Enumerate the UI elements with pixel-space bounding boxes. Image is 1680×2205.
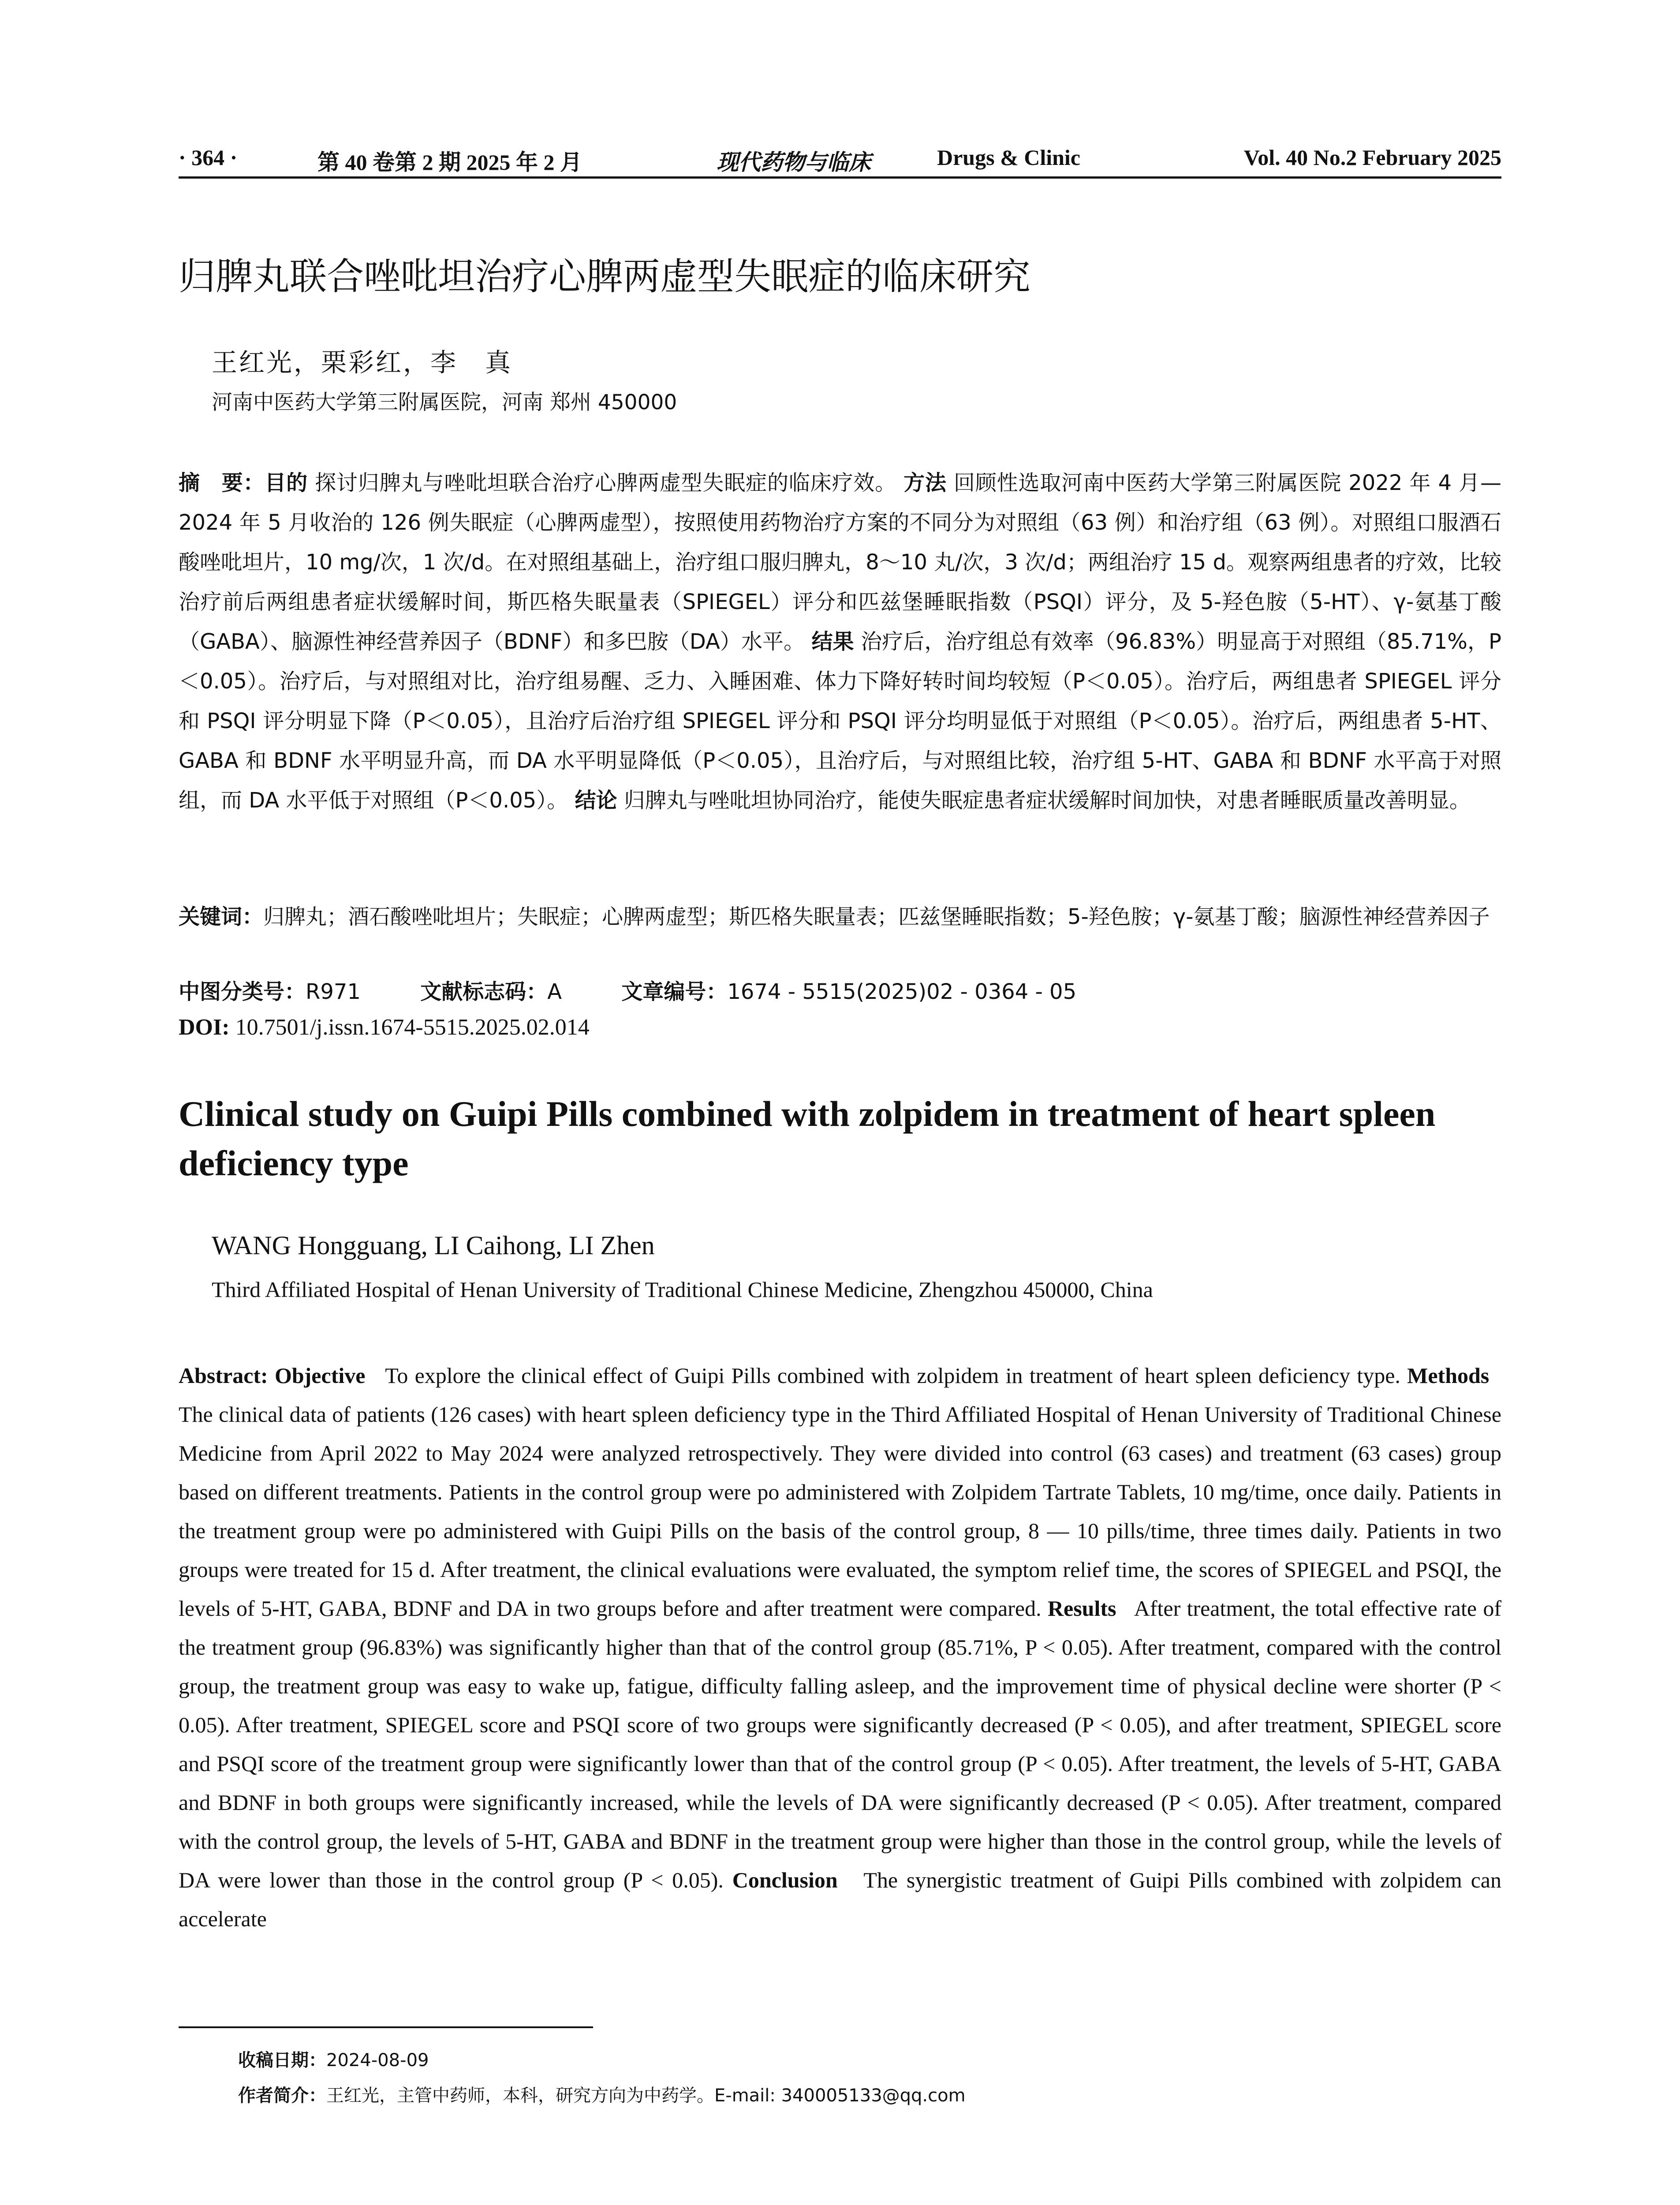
results-text: 治疗后，治疗组总有效率（96.83%）明显高于对照组（85.71%，P＜0.05）。治疗后，与对照组对比，治疗组易醒、乏力、入睡困难、体力下降好转时间均较短（P＜0.05）。治疗后，两组患者 SPIEGEL 评分和 PSQI 评分明显下降（P＜0.05），且治疗后治疗组 SPIEGEL 评分和 PSQI 评分均明显低于对照组（P＜0.05）。治疗后，两组患者 5-HT、GABA 和 BDNF 水平明显升高，而 DA 水平明显降低（P＜0.05），且治疗后，与对照组比较，治疗组 5-HT、GABA 和 BDNF 水平高于对照组，而 DA 水平低于对照组（P＜0.05）。 [179,629,1501,813]
methods-label: 方法 [903,471,947,495]
en-abstract-label: Abstract: Objective [179,1363,366,1388]
doi-label: DOI: [179,1015,230,1040]
en-objective-text: To explore the clinical effect of Guipi Pills combined with zolpidem in treatment of heart spleen deficiency type. [385,1363,1400,1388]
footnote-author [238,2082,966,2107]
english-authors: WANG Hongguang, LI Caihong, LI Zhen [212,1231,655,1260]
objective-text: 探讨归脾丸与唑吡坦联合治疗心脾两虚型失眠症的临床疗效。 [315,471,897,495]
article-no-value: 1674 - 5515(2025)02 - 0364 - 05 [727,979,1077,1004]
running-head [179,140,1501,180]
article-no-label: 文章编号： [621,979,728,1004]
english-abstract [179,1356,1501,1938]
en-results-label: Results [1047,1596,1116,1621]
english-affiliation: Third Affiliated Hospital of Henan University of Traditional Chinese Medicine, Zhengzhou 450000, China [212,1277,1153,1302]
chinese-affiliation: 河南中医药大学第三附属医院，河南 郑州 450000 [212,390,677,415]
keywords-text: 归脾丸；酒石酸唑吡坦片；失眠症；心脾两虚型；斯匹格失眠量表；匹兹堡睡眠指数；5-羟色胺；γ-氨基丁酸；脑源性神经营养因子 [263,904,1490,929]
doi-line [179,1014,590,1040]
footnote-rule [179,2026,593,2028]
clc-value: R971 [306,979,361,1004]
conclusion-label: 结论 [575,788,617,813]
received-date: 2024-08-09 [326,2050,429,2070]
objective-label: 目的 [265,471,308,495]
doc-code-label: 文献标志码： [420,979,548,1004]
chinese-title: 归脾丸联合唑吡坦治疗心脾两虚型失眠症的临床研究 [179,255,1031,298]
en-results-text: After treatment, the total effective rate of the treatment group (96.83%) was significantly higher than that of the control group (85.71%, P < 0.05). After treatment, compared with the control group, the treatment group was easy to wake up, fatigue, difficulty falling asleep, and the improvement time of physical decline were shorter (P < 0.05). After treatment, SPIEGEL score and PSQI score of two groups were significantly decreased (P < 0.05), and after treatment, SPIEGEL score and PSQI score of the treatment group were significantly lower than that of the control group (P < 0.05). After treatment, the levels of 5-HT, GABA and BDNF in both groups were significantly increased, while the levels of DA were significantly decreased (P < 0.05). After treatment, compared with the control group, the levels of 5-HT, GABA and BDNF in the treatment group were higher than those in the control group, while the levels of DA were lower than those in the control group (P < 0.05). [179,1596,1502,1892]
journal-name-en: Drugs & Clinic [937,145,1080,170]
classification-line [179,975,1076,1005]
en-conclusion-label: Conclusion [732,1868,838,1892]
author-bio: 王红光，主管中药师，本科，研究方向为中药学。E-mail: 340005133@qq.com [326,2085,966,2106]
chinese-abstract [179,463,1501,820]
keywords-label: 关键词： [179,904,264,929]
results-label: 结果 [811,629,854,654]
methods-text: 回顾性选取河南中医药大学第三附属医院 2022 年 4 月—2024 年 5 月收治的 126 例失眠症（心脾两虚型），按照使用药物治疗方案的不同分为对照组（63 例）和治疗组（63 例）。对照组口服酒石酸唑吡坦片，10 mg/次，1 次/d。在对照组基础上，治疗组口服归脾丸，8～10 丸/次，3 次/d；两组治疗 15 d。观察两组患者的疗效，比较治疗前后两组患者症状缓解时间，斯匹格失眠量表（SPIEGEL）评分和匹兹堡睡眠指数（PSQI）评分，及 5-羟色胺（5-HT）、γ-氨基丁酸（GABA）、脑源性神经营养因子（BDNF）和多巴胺（DA）水平。 [179,471,1501,654]
volume-issue-en: Vol. 40 No.2 February 2025 [1243,145,1501,170]
page-number: · 364 · [179,145,238,170]
journal-name-cn: 现代药物与临床 [717,149,871,175]
author-bio-label: 作者简介： [238,2085,326,2106]
received-label: 收稿日期： [238,2050,326,2070]
volume-issue-cn: 第 40 卷第 2 期 2025 年 2 月 [317,150,582,175]
chinese-authors: 王红光，栗彩红，李 真 [212,348,513,377]
keywords [179,897,1501,936]
conclusion-text: 归脾丸与唑吡坦协同治疗，能使失眠症患者症状缓解时间加快，对患者睡眠质量改善明显。 [623,788,1471,813]
en-conclusion-text: The synergistic treatment of Guipi Pills combined with zolpidem can accelerate [179,1868,1501,1931]
english-title: Clinical study on Guipi Pills combined with zolpidem in treatment of heart spleen deficiency type [179,1094,1436,1183]
header-rule [179,176,1501,179]
clc-label: 中图分类号： [179,979,306,1004]
en-methods-label: Methods [1407,1363,1490,1388]
doc-code-value: A [547,979,562,1004]
footnote-received [238,2046,429,2071]
en-methods-text: The clinical data of patients (126 cases) with heart spleen deficiency type in the Third Affiliated Hospital of Henan University of Traditional Chinese Medicine from April 2022 to May 2024 were analyzed retrospectively. They were divided into control (63 cases) and treatment (63 cases) group based on different treatments. Patients in the control group were po administered with Zolpidem Tartrate Tablets, 10 mg/time, once daily. Patients in the treatment group were po administered with Guipi Pills on the basis of the control group, 8 — 10 pills/time, three times daily. Patients in two groups were treated for 15 d. After treatment, the clinical evaluations were evaluated, the symptom relief time, the scores of SPIEGEL and PSQI, the levels of 5-HT, GABA, BDNF and DA in two groups before and after treatment were compared. [179,1402,1501,1621]
abstract-label: 摘 要： [179,471,265,495]
doi-value: 10.7501/j.issn.1674-5515.2025.02.014 [235,1015,590,1040]
